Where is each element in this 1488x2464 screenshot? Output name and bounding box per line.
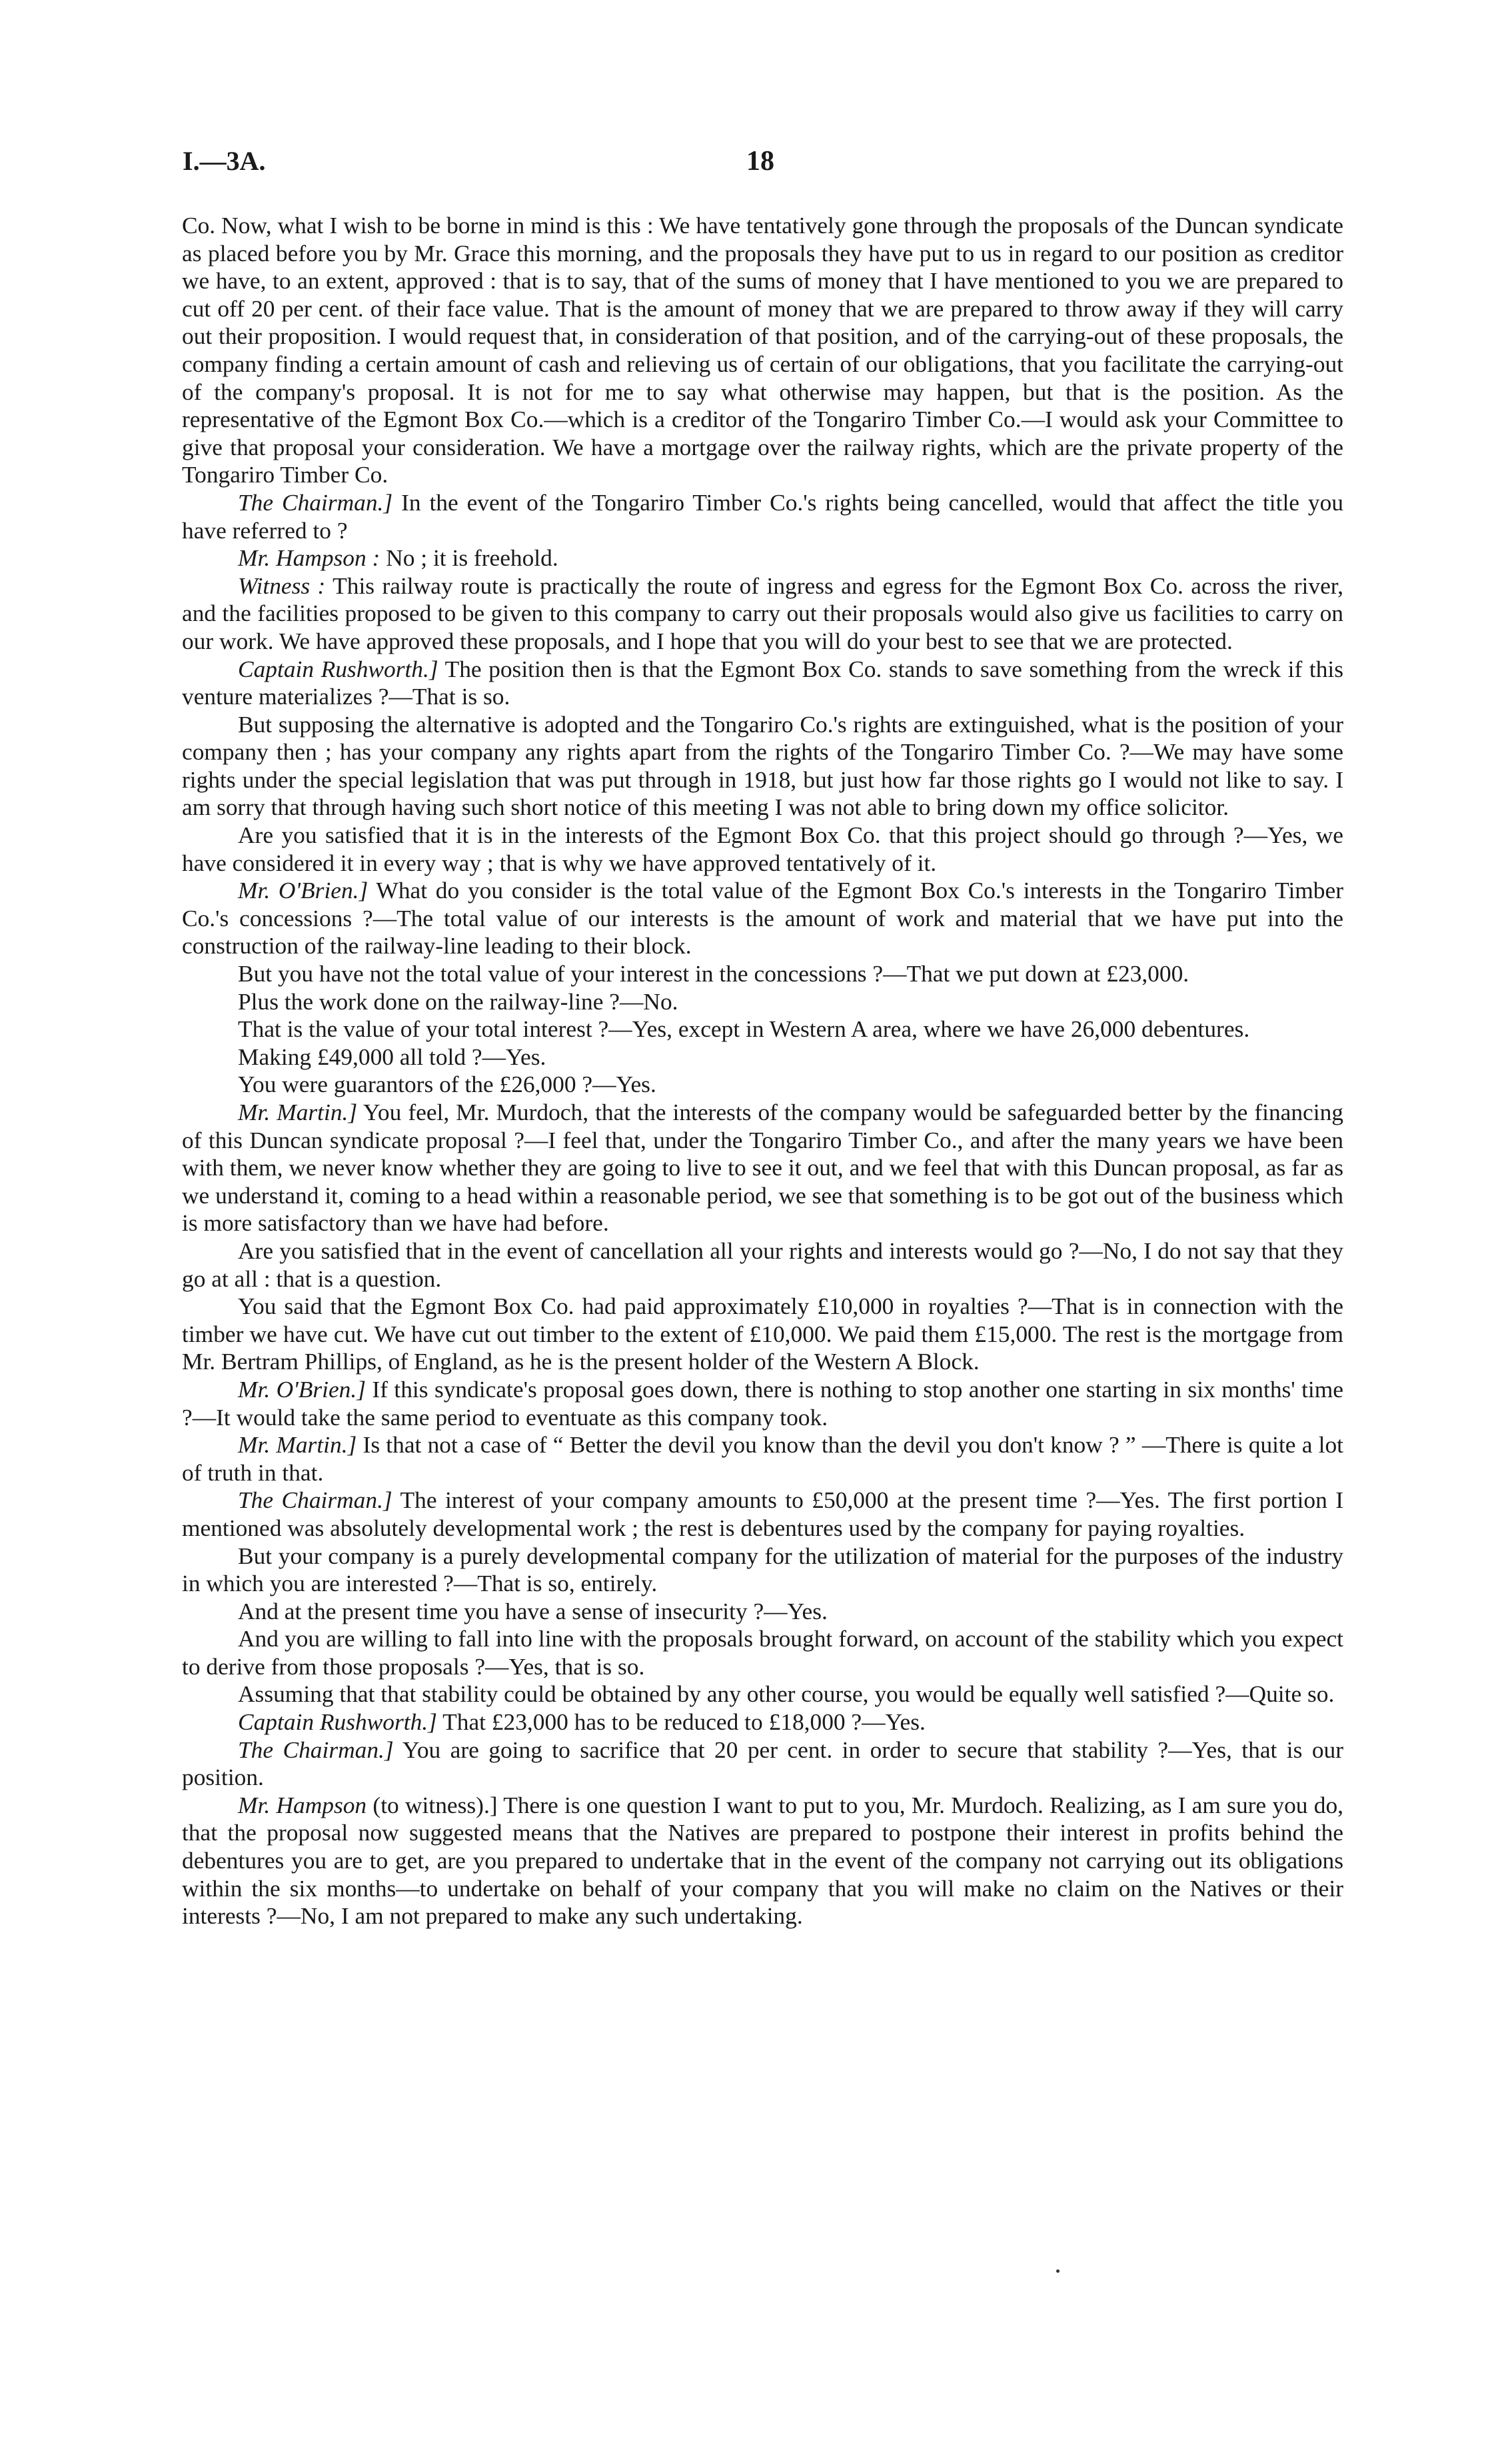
paragraph [182,1598,1343,1626]
paragraph [182,1293,1343,1376]
paragraph [182,1487,1343,1542]
paragraph-text: The interest of your company amounts to £50,000 at the present time ?—Yes. The first portion I mentioned was absolutely developmental work ; the rest is debentures used by the company for paying royalties. [182,1487,1344,1541]
paragraph [182,1625,1343,1680]
paragraph-text: Is that not a case of “ Better the devil you know than the devil you don't know ? ” —There is quite a lot of truth in that. [182,1431,1343,1486]
paragraph-text: No ; it is freehold. [386,544,558,572]
paragraph-text: That £23,000 has to be reduced to £18,000 ?—Yes. [442,1708,926,1736]
printing-mark [1056,2269,1060,2273]
paragraph [182,877,1343,960]
paragraph [182,1680,1343,1708]
speaker-label: Captain Rushworth.] [238,655,438,682]
paragraph [182,1736,1343,1792]
paragraph-text: You are going to sacrifice that 20 per cent. in order to secure that stability ?—Yes, that is our position. [182,1736,1343,1791]
paragraph-text: In the event of the Tongariro Timber Co.'s rights being cancelled, would that affect the title you have referred to ? [182,488,1343,544]
speaker-label: Witness : [238,572,326,599]
paragraph-text: This railway route is practically the route of ingress and egress for the Egmont Box Co. across the river, and the facilities proposed to be given to this company to carry out their proposals would also give us facilities to carry on our work. We have approved these proposals, and I hope that you will do your best to see that we are protected. [182,572,1343,654]
paragraph [182,1043,1343,1071]
paragraph [182,1792,1343,1930]
paragraph-text: You were guarantors of the £26,000 ?—Yes. [238,1071,656,1098]
paragraph [182,988,1343,1016]
paragraph-text: You said that the Egmont Box Co. had paid approximately £10,000 in royalties ?—That is in connection with the timber we have cut. We have cut out timber to the extent of £10,000. We paid them £15,000. The rest is the mortgage from Mr. Bertram Phillips, of England, as he is the present holder of the Western A Block. [182,1293,1343,1375]
paragraph-text: That is the value of your total interest ?—Yes, except in Western A area, where we have 26,000 debentures. [238,1015,1250,1043]
paragraph-text: The position then is that the Egmont Box Co. stands to save something from the wreck if this venture materializes ?—That is so. [182,655,1343,710]
page-number: 18 [746,146,774,177]
speaker-label: Mr. O'Brien.] [238,877,369,904]
paragraph-text: Assuming that that stability could be obtained by any other course, you would be equally well satisfied ?—Quite so. [238,1680,1335,1708]
paragraph [182,711,1343,822]
paragraph-text: Are you satisfied that it is in the interests of the Egmont Box Co. that this project should go through ?—Yes, we have considered it in every way ; that is why we have approved tentatively of it. [182,822,1343,876]
paragraph-text: Are you satisfied that in the event of cancellation all your rights and interests would go ?—No, I do not say that they go at all : that is a question. [182,1237,1343,1292]
paragraph-text: (to witness).] There is one question I want to put to you, Mr. Murdoch. Realizing, as I am sure you do, that the proposal now suggested means that the Natives are prepared to postpone their interest in profits behind the debentures you are to get, are you prepared to undertake that in the event of the company not carrying out its obligations within the six months—to undertake on behalf of your company that you will make no claim on the Natives or their interests ?—No, I am not prepared to make any such undertaking. [182,1791,1343,1930]
speaker-label: The Chairman.] [238,1736,394,1763]
paragraph [182,1376,1343,1431]
paragraph [182,212,1343,489]
speaker-label: The Chairman.] [238,488,393,516]
paragraph [182,1071,1343,1099]
speaker-label: Mr. Martin.] [238,1099,358,1125]
paragraph [182,1099,1343,1237]
speaker-label: Mr. Hampson : [238,544,380,572]
paragraph-text: And at the present time you have a sense of insecurity ?—Yes. [238,1597,828,1624]
paragraph [182,656,1343,711]
paragraph [182,544,1343,572]
paragraph-text: Making £49,000 all told ?—Yes. [238,1043,546,1070]
document-body [182,212,1343,1930]
paragraph [182,822,1343,877]
paragraph [182,1237,1343,1293]
paragraph [182,572,1343,656]
speaker-label: Mr. O'Brien.] [238,1375,366,1403]
speaker-label: Mr. Hampson [238,1791,367,1818]
paragraph-text: You feel, Mr. Murdoch, that the interests of the company would be safeguarded better by the financing of this Duncan syndicate proposal ?—I feel that, under the Tongariro Timber Co., and after the many years we have been with them, we never know whether they are going to live to see it out, and we feel that with this Duncan proposal, as far as we understand it, coming to a head within a reasonable period, we see that something is to be got out of the business which is more satisfactory than we have had before. [182,1099,1343,1237]
document-reference: I.—3A. [183,146,266,176]
paragraph [182,960,1343,988]
paragraph-text: But supposing the alternative is adopted and the Tongariro Co.'s rights are extinguished, what is the position of your company then ; has your company any rights apart from the rights of the Tongariro Timber Co. ?—We may have some rights under the special legislation that was put through in 1918, but just how far those rights go I would not like to say. I am sorry that through having such short notice of this meeting I was not able to bring down my office solicitor. [182,710,1343,821]
paragraph-text: But your company is a purely developmental company for the utilization of material for the purposes of the industry in which you are interested ?—That is so, entirely. [182,1542,1343,1597]
paragraph-text: But you have not the total value of your interest in the concessions ?—That we put down at £23,000. [238,960,1189,987]
paragraph [182,489,1343,544]
paragraph [182,1015,1343,1043]
paragraph [182,1542,1343,1598]
paragraph [182,1431,1343,1487]
paragraph-text: Plus the work done on the railway-line ?—No. [238,987,678,1015]
speaker-label: The Chairman.] [238,1487,392,1514]
paragraph [182,1708,1343,1736]
speaker-label: Mr. Martin.] [238,1431,357,1459]
page-header [183,141,1337,181]
paragraph-text: If this syndicate's proposal goes down, there is nothing to stop another one starting in six months' time ?—It would take the same period to eventuate as this company took. [182,1375,1343,1431]
paragraph-text: And you are willing to fall into line with the proposals brought forward, on account of the stability which you expect to derive from those proposals ?—Yes, that is so. [182,1625,1343,1680]
paragraph-text: What do you consider is the total value of the Egmont Box Co.'s interests in the Tongariro Timber Co.'s concessions ?—The total value of our interests is the amount of work and material that we have put into the construction of the railway-line leading to their block. [182,877,1343,959]
paragraph-text: Co. Now, what I wish to be borne in mind is this : We have tentatively gone through the proposals of the Duncan syndicate as placed before you by Mr. Grace this morning, and the proposals they have put to us in regard to our position as creditor we have, to an extent, approved : that is to say, that of the sums of money that I have mentioned to you we are prepared to cut off 20 per cent. of their face value. That is the amount of money that we are prepared to throw away if they will carry out their proposition. I would request that, in consideration of that position, and of the carrying-out of these proposals, the company finding a certain amount of cash and relieving us of certain of our obligations, that you facilitate the carrying-out of the company's proposal. It is not for me to say what otherwise may happen, but that is the position. As the representative of the Egmont Box Co.—which is a creditor of the Tongariro Timber Co.—I would ask your Committee to give that proposal your consideration. We have a mortgage over the railway rights, which are the private property of the Tongariro Timber Co. [182,212,1343,488]
speaker-label: Captain Rushworth.] [238,1708,437,1736]
